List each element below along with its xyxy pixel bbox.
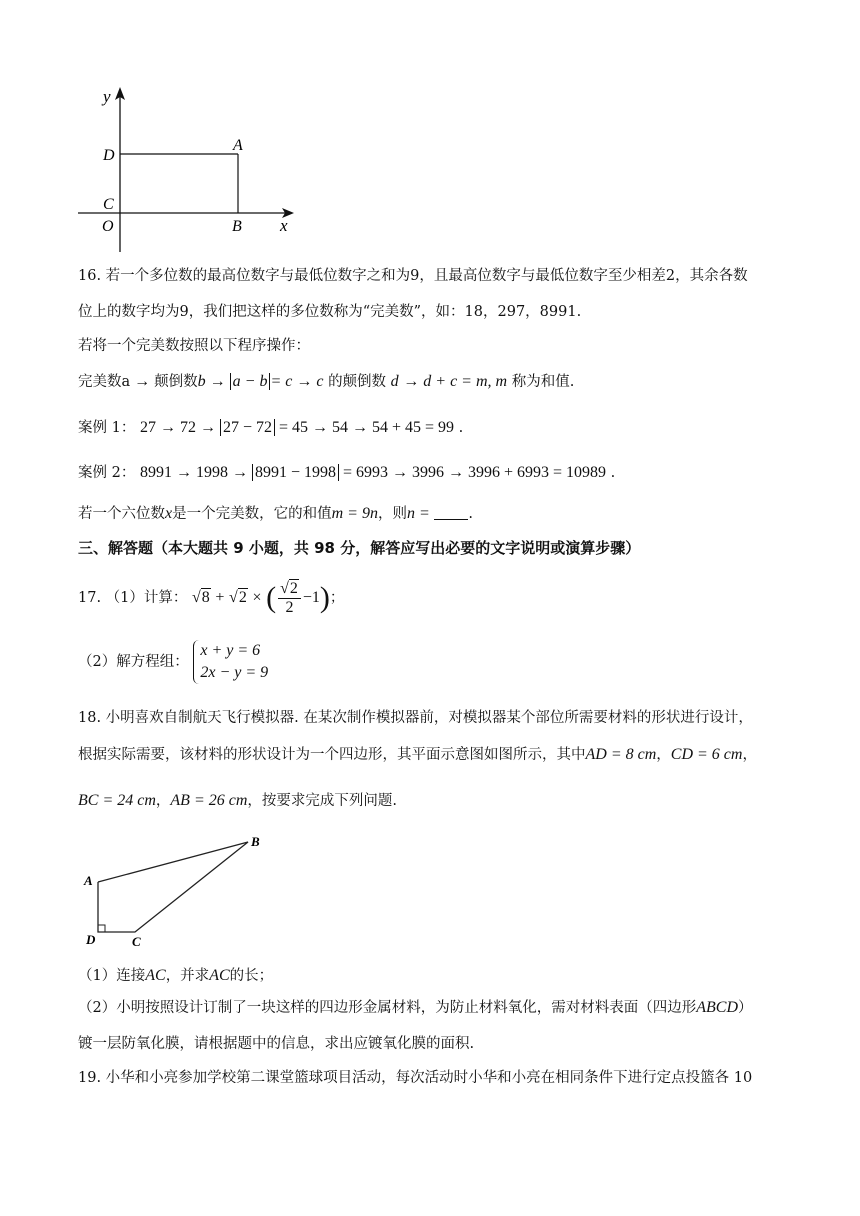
final-text2: 是一个完美数，它的和值 [172,506,332,522]
q18-line2 [78,745,757,765]
fig-label-B: B [251,834,260,849]
sub1-text3: 的长； [229,968,274,984]
process-end: 称为和值. [511,374,575,390]
equation-1: x + y = 6 [200,642,261,659]
q16-final [78,504,473,524]
case1-end: . [458,420,464,436]
frac-num-sqrt: 2 [289,579,298,597]
fig-label-C: C [132,934,141,949]
times-sign: × [252,589,262,606]
process-reverse-of: 的颠倒数 [328,374,387,390]
process-eq-c: = c → c [270,373,324,390]
case2-label: 案例 2： [78,465,136,481]
frac-den: 2 [285,598,294,616]
q17-part1: 17. （1）计算： √8 + √2 × ( $\frac{√2}{2}$ −1)； [78,579,345,616]
comma: ， [742,747,757,763]
sqrt-8: 8 [201,589,210,606]
quadrilateral-figure [78,830,278,955]
q16-line3: 若将一个完美数按照以下程序操作： [78,338,310,354]
fraction: $\frac{√2}{2}$ [278,580,301,617]
q18-sub2-line2: 镀一层防氧化膜，请根据题中的信息，求出应镀氧化膜的面积. [78,1036,475,1052]
fig-label-D: D [86,932,96,947]
semicolon: ； [329,590,345,606]
sub2-ABCD: ABCD [696,999,739,1016]
q17-part2 [78,640,268,690]
sub1-AC: AC [145,967,166,984]
q18-line3-end: ，按要求完成下列问题. [247,793,398,809]
sub1-text2: ，并求 [165,968,210,984]
case2-abs: 8991 − 1998 [252,464,339,481]
length-AB: AB = 26 cm [170,792,248,809]
case2-expr1: 8991 → 1998 → [139,464,252,481]
fig-label-A: A [84,873,93,888]
case1-abs: 27 − 72 [220,419,275,436]
right-angle-marker [98,925,105,932]
quadrilateral-outline [98,842,248,932]
process-var-d: d [390,373,399,390]
q17-part2-label: （2）解方程组： [78,654,189,670]
q16-case1 [78,418,463,438]
plus-sign: + [215,589,225,606]
q16-line1: 16. 若一个多位数的最高位数字与最低位数字之和为9，且最高位数字与最低位数字至少相差2，其余各数 [78,268,748,284]
final-text1: 若一个六位数 [78,506,165,522]
case1-expr2: = 45 → 54 → 54 + 45 = 99 [274,419,455,436]
coordinate-rectangle-figure [70,82,310,257]
minus-one: −1 [302,589,320,606]
comma: ， [155,793,171,809]
sqrt-2: 2 [238,589,247,606]
sub2-end: ） [738,1000,753,1016]
section3-heading: 三、解答题（本大题共 9 小题，共 98 分，解答应写出必要的文字说明或演算步骤） [78,539,641,557]
case1-expr1: 27 → 72 → [139,419,220,436]
process-sum: → d + c = m, m [403,373,508,390]
length-CD: CD = 6 cm [670,746,743,763]
label-x: x [280,216,288,235]
final-eq: m = 9n [331,505,378,522]
final-end: . [468,506,473,522]
process-abs: a − b [230,373,271,390]
label-C: C [103,196,114,213]
q16-line2: 位上的数字均为9，我们把这样的多位数称为“完美数”，如：18，297，8991. [78,304,582,320]
label-y: y [103,87,111,106]
label-B: B [232,218,242,235]
q18-sub1 [78,966,273,986]
sub1-AC2: AC [209,967,230,984]
equation-system [193,640,268,684]
equation-2: 2x − y = 9 [200,664,269,681]
length-AD: AD = 8 cm [585,746,657,763]
q16-process: 完美数a → 颠倒数b → a − b = c → c 的颠倒数 d → d + c = m, m 称为和值. [78,373,575,390]
final-x: x [165,505,173,522]
case2-expr2: = 6993 → 3996 → 3996 + 6993 = 10989 [338,464,607,481]
answer-blank[interactable] [434,505,468,520]
q16-case2 [78,463,615,483]
process-var-b: b [197,373,206,390]
q18-sub2-line1 [78,998,753,1018]
sub1-text1: （1）连接 [78,968,146,984]
label-A: A [233,137,243,154]
q18-line1: 18. 小明喜欢自制航天飞行模拟器. 在某次制作模拟器前，对模拟器某个部位所需要材料的形状进行设计， [78,710,753,726]
case1-label: 案例 1： [78,420,136,436]
final-text3: ，则 [377,506,407,522]
q18-line2-text: 根据实际需要，该材料的形状设计为一个四边形，其平面示意图如图所示，其中 [78,747,586,763]
q19-line1: 19. 小华和小亮参加学校第二课堂篮球项目活动，每次活动时小华和小亮在相同条件下进行定点投篮各 10 [78,1070,753,1086]
length-BC: BC = 24 cm [78,792,156,809]
final-n: n = [406,505,430,522]
sub2-text1: （2）小明按照设计订制了一块这样的四边形金属材料，为防止材料氧化，需对材料表面（四边形 [78,1000,697,1016]
process-reverse: 颠倒数 [154,374,198,390]
q17-part1-label: 17. （1）计算： [78,590,188,606]
label-O: O [102,218,114,235]
process-perfect-number: 完美数a [78,374,131,390]
case2-end: . [610,465,616,481]
q18-line3 [78,791,397,811]
label-D: D [103,147,115,164]
comma: ， [656,747,671,763]
